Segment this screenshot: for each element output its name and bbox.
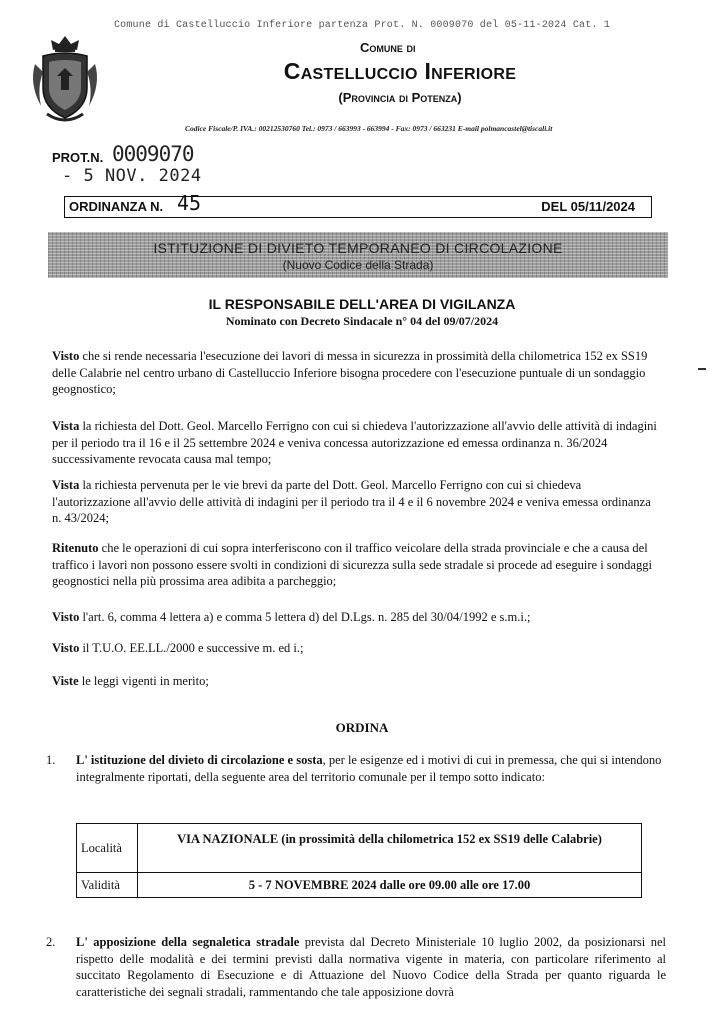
premessa-lead: Visto xyxy=(52,641,80,655)
protocol-number-handwritten: 0009070 xyxy=(112,142,194,166)
banner-subtitle: (Nuovo Codice della Strada) xyxy=(282,258,434,272)
validita-value: 5 - 7 NOVEMBRE 2024 dalle ore 09.00 alle ore 17.00 xyxy=(138,873,642,898)
subject-banner xyxy=(48,232,668,278)
validita-label: Validità xyxy=(77,873,138,898)
premessa-lead: Visto xyxy=(52,349,80,363)
contact-codes-line: Codice Fiscale/P. IVA.: 00212530760 Tel.: 0973 / 663993 - 663994 - Fax: 0973 / 663231 E-mail polmancastel@tiscali.it xyxy=(185,124,553,133)
ordinanza-date: DEL 05/11/2024 xyxy=(541,199,635,214)
list-number: 1. xyxy=(46,753,56,767)
premessa-text: l'art. 6, comma 4 lettera a) e comma 5 lettera d) del D.Lgs. n. 285 del 30/04/1992 e s.m.i.; xyxy=(79,610,531,624)
list-text xyxy=(76,752,666,785)
premessa-lead: Viste xyxy=(52,674,79,688)
list-item xyxy=(46,934,666,1000)
ordinanza-label: ORDINANZA N. xyxy=(69,199,164,214)
premessa-text: la richiesta pervenuta per le vie brevi da parte del Dott. Geol. Marcello Ferrigno con cui si chiedeva l'autorizzazione all'avvio delle attività di indagini per il periodo tra il 4 e il 6 novembre 2024 e veniva emessa ordinanza n. 43/2024; xyxy=(52,478,651,525)
margin-tick-mark xyxy=(698,368,706,370)
responsabile-title: IL RESPONSABILE DELL'AREA DI VIGILANZA xyxy=(208,296,516,312)
premessa-lead: Vista xyxy=(52,478,80,492)
protocol-label: PROT.N. xyxy=(52,150,104,165)
premessa-text: che si rende necessaria l'esecuzione dei lavori di messa in sicurezza in prossimità della chilometrica 152 ex SS19 delle Calabrie nel centro urbano di Castelluccio Inferiore bisogna procedere con l'esecuzione puntuale di un sondaggio geognostico; xyxy=(52,349,648,396)
list-text xyxy=(76,934,666,1000)
premessa-text: che le operazioni di cui sopra interferiscono con il traffico veicolare della strada provinciale e che a causa del traffico i lavori non possono essere svolti in condizioni di sicurezza sulla sede stradale si procede ad eseguire i sondaggi geognostici nella più prossima area adibita a parcheggio; xyxy=(52,541,652,588)
ordina-heading: ORDINA xyxy=(335,720,389,735)
responsabile-subtitle: Nominato con Decreto Sindacale n° 04 del 09/07/2024 xyxy=(225,314,499,328)
table-row xyxy=(77,873,642,898)
premessa-lead: Visto xyxy=(52,610,80,624)
premessa-text: la richiesta del Dott. Geol. Marcello Ferrigno con cui si chiedeva l'autorizzazione all'avvio delle attività di indagini per il periodo tra il 16 e il 25 settembre 2024 e veniva concessa autorizzazione ed emessa ordinanza n. 36/2024 successivamente revocata causa mal tempo; xyxy=(52,419,657,466)
localita-label: Località xyxy=(77,824,138,873)
provincia-label: (Provincia di Potenza) xyxy=(338,90,462,105)
comune-di-label: Comune di xyxy=(360,40,416,55)
list-lead: L' istituzione del divieto di circolazione e sosta xyxy=(76,753,323,767)
localita-value: VIA NAZIONALE (in prossimità della chilometrica 152 ex SS19 delle Calabrie) xyxy=(138,824,642,873)
area-info-table xyxy=(76,823,642,898)
premessa-paragraph xyxy=(52,673,662,690)
premessa-lead: Ritenuto xyxy=(52,541,99,555)
premessa-paragraph xyxy=(52,477,662,527)
list-body: prevista dal Decreto Ministeriale 10 luglio 2002, da posizionarsi nel rispetto delle modalità e dei termini previsti dalla normativa vigente in materia, con particolare riferimento al succitato Regolamento di Esecuzione e di Attuazione del Nuovo Codice della Strada per quanto riguarda le caratteristiche dei segnali stradali, rammentando che tale apposizione dovrà xyxy=(76,935,666,999)
table-row xyxy=(77,824,642,873)
municipal-crest-icon xyxy=(25,28,105,128)
ordinanza-number-handwritten: 45 xyxy=(177,191,202,215)
premessa-paragraph xyxy=(52,540,662,590)
ordinanza-box xyxy=(64,191,652,218)
premessa-text: il T.U.O. EE.LL./2000 e successive m. ed i.; xyxy=(79,641,304,655)
list-item xyxy=(46,752,666,785)
premessa-paragraph xyxy=(52,348,662,398)
premessa-paragraph xyxy=(52,640,662,657)
list-number: 2. xyxy=(46,935,56,949)
protocol-stamp-header: Comune di Castelluccio Inferiore partenza Prot. N. 0009070 del 05-11-2024 Cat. 1 xyxy=(113,20,611,31)
list-body: , per le esigenze ed i motivi di cui in premessa, che qui si intendono integralmente riportati, della seguente area del territorio comunale per il tempo sotto indicato: xyxy=(76,753,662,784)
premessa-text: le leggi vigenti in merito; xyxy=(78,674,209,688)
banner-title: ISTITUZIONE DI DIVIETO TEMPORANEO DI CIRCOLAZIONE xyxy=(153,240,563,256)
premessa-paragraph xyxy=(52,609,662,626)
comune-name-title: Castelluccio Inferiore xyxy=(283,58,517,84)
protocol-date-stamp: - 5 NOV. 2024 xyxy=(62,166,202,186)
premessa-paragraph xyxy=(52,418,662,468)
premessa-lead: Vista xyxy=(52,419,80,433)
list-lead: L' apposizione della segnaletica stradale xyxy=(76,935,300,949)
